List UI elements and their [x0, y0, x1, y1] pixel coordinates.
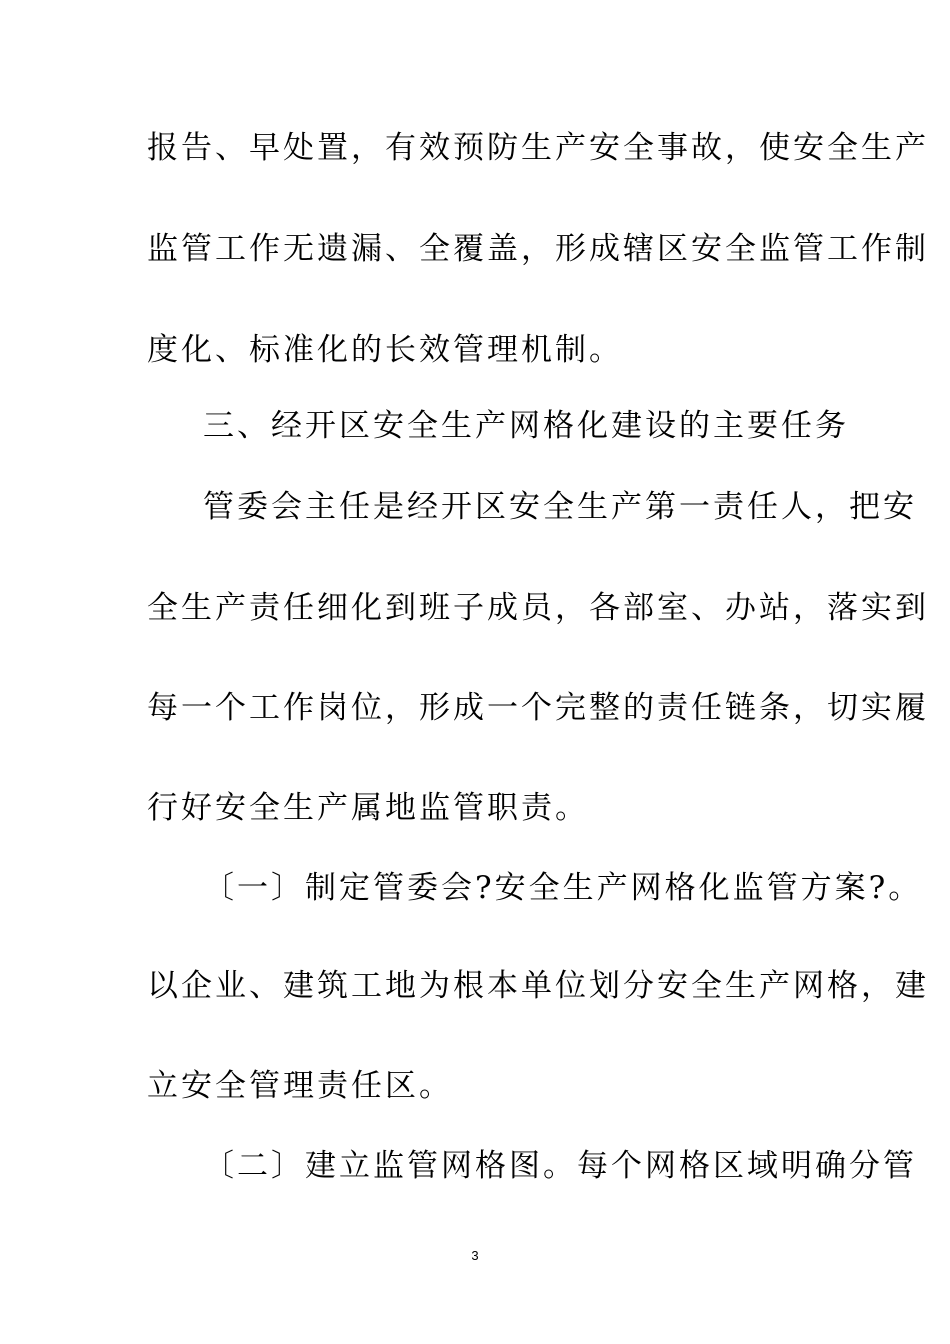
section-heading: 三、经开区安全生产网格化建设的主要任务 — [203, 408, 849, 444]
paragraph-line: 立安全管理责任区。 — [147, 1068, 453, 1104]
paragraph-line: 以企业、建筑工地为根本单位划分安全生产网格，建 — [147, 968, 929, 1004]
subsection-heading: 〔二〕建立监管网格图。每个网格区域明确分管 — [203, 1148, 917, 1184]
paragraph-line: 管委会主任是经开区安全生产第一责任人，把安 — [203, 489, 917, 525]
paragraph-line: 行好安全生产属地监管职责。 — [147, 790, 589, 826]
subsection-heading: 〔一〕制定管委会?安全生产网格化监管方案?。 — [203, 870, 923, 906]
paragraph-line: 度化、标准化的长效管理机制。 — [147, 332, 623, 368]
page-number: 3 — [471, 1248, 479, 1263]
paragraph-line: 每一个工作岗位，形成一个完整的责任链条，切实履 — [147, 690, 929, 726]
paragraph-line: 报告、早处置，有效预防生产安全事故，使安全生产 — [147, 130, 929, 166]
paragraph-line: 监管工作无遗漏、全覆盖，形成辖区安全监管工作制 — [147, 231, 929, 267]
paragraph-line: 全生产责任细化到班子成员，各部室、办站，落实到 — [147, 590, 929, 626]
